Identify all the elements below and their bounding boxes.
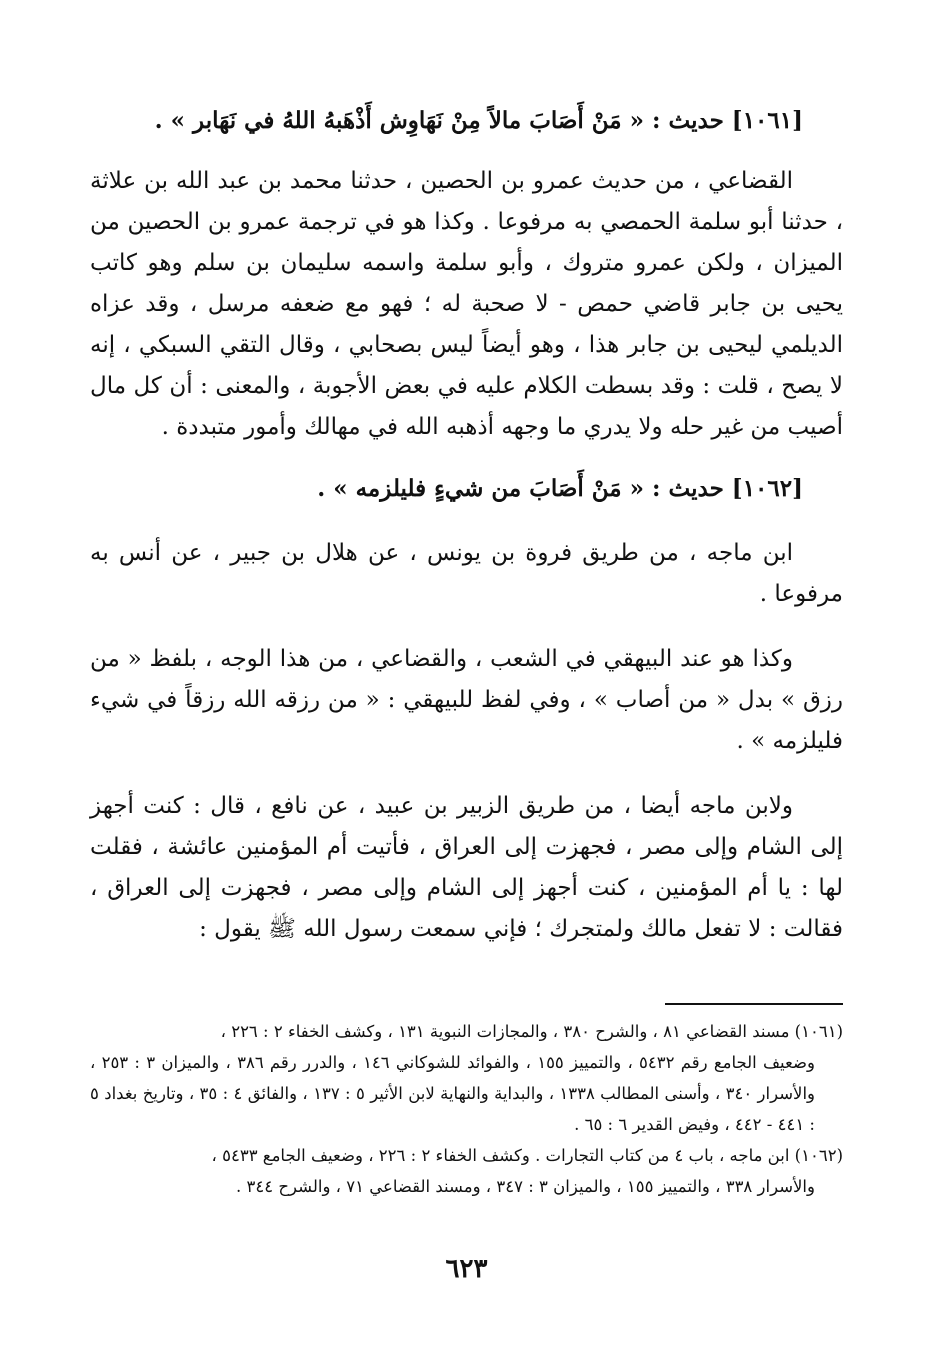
hadith-1062-paragraph-2: وكذا هو عند البيهقي في الشعب ، والقضاعي ، من هذا الوجه ، بلفظ « من رزق » بدل « من أصاب » ، وفي لفظ للبيهقي : « من رزقه الله رزقاً في شيء فليلزمه » .	[90, 646, 843, 754]
footnote-1061-continuation: وضعيف الجامع رقم ٥٤٣٢ ، والتمييز ١٥٥ ، والفوائد للشوكاني ١٤٦ ، والدرر رقم ٣٨٦ ، والميزان ٣ : ٢٥٣ ، والأسرار ٣٤٠ ، وأسنى المطالب ١٣٣٨ ، والبداية والنهاية لابن الأثير ٥ : ١٣٧ ، والفائق ٤ : ٣٥ ، وتاريخ بغداد ٥ : ٤٤١ - ٤٤٢ ، وفيض القدير ٦ : ٦٥ .	[90, 1053, 815, 1134]
hadith-1062-paragraph-1: ابن ماجه ، من طريق فروة بن يونس ، عن هلال بن جبير ، عن أنس به مرفوعا .	[90, 540, 843, 607]
hadith-1061-commentary: القضاعي ، من حديث عمرو بن الحصين ، حدثنا محمد بن عبد الله بن علاثة ، حدثنا أبو سلمة الحمصي به مرفوعا . وكذا هو في ترجمة عمرو بن الحصين من الميزان ، ولكن عمرو متروك ، وأبو سلمة واسمه سليمان بن سلم وهو كاتب يحيى بن جابر قاضي حمص - لا صحبة له ؛ فهو مع ضعفه مرسل ، وقد عزاه الديلمي ليحيى بن جابر هذا ، وهو أيضاً ليس بصحابي ، وقال التقي السبكي ، إنه لا يصح ، قلت : وقد بسطت الكلام عليه في بعض الأجوبة ، والمعنى : أن كل مال أصيب من غير حله ولا يدري ما وجهه أذهبه الله في مهالك وأمور متبددة .	[90, 168, 843, 440]
footnotes	[90, 1016, 843, 1202]
hadith-1061-heading: [١٠٦١] حديث : « مَنْ أَصَابَ مالاً مِنْ نَهَاوِش أَذْهَبهُ اللهُ في نَهَابر » .	[154, 107, 803, 134]
main-text	[90, 100, 843, 950]
hadith-1062-heading: [١٠٦٢] حديث : « مَنْ أَصَابَ من شيءٍ فليلزمه » .	[317, 475, 803, 502]
hadith-1062-paragraph-3: ولابن ماجه أيضا ، من طريق الزبير بن عبيد ، عن نافع ، قال : كنت أجهز إلى الشام وإلى مصر ، فجهزت إلى العراق ، فأتيت أم المؤمنين عائشة ، فقلت لها : يا أم المؤمنين ، كنت أجهز إلى الشام وإلى مصر ، فجهزت إلى العراق ، فقالت : لا تفعل مالك ولمتجرك ؛ فإني سمعت رسول الله ﷺ يقول :	[90, 793, 843, 942]
footnote-divider	[665, 1003, 843, 1005]
footnote-1062-first-line: (١٠٦٢) ابن ماجه ، باب ٤ من كتاب التجارات . وكشف الخفاء ٢ : ٢٢٦ ، وضعيف الجامع ٥٤٣٣ ،	[211, 1146, 843, 1165]
page-number: ٦٢٣	[445, 1254, 488, 1284]
footnote-1061-first-line: (١٠٦١) مسند القضاعي ٨١ ، والشرح ٣٨٠ ، والمجازات النبوية ١٣١ ، وكشف الخفاء ٢ : ٢٢٦ ،	[220, 1022, 843, 1041]
footnote-1062-continuation: والأسرار ٣٣٨ ، والتمييز ١٥٥ ، والميزان ٣ : ٣٤٧ ، ومسند القضاعي ٧١ ، والشرح ٣٤٤ .	[236, 1177, 815, 1196]
